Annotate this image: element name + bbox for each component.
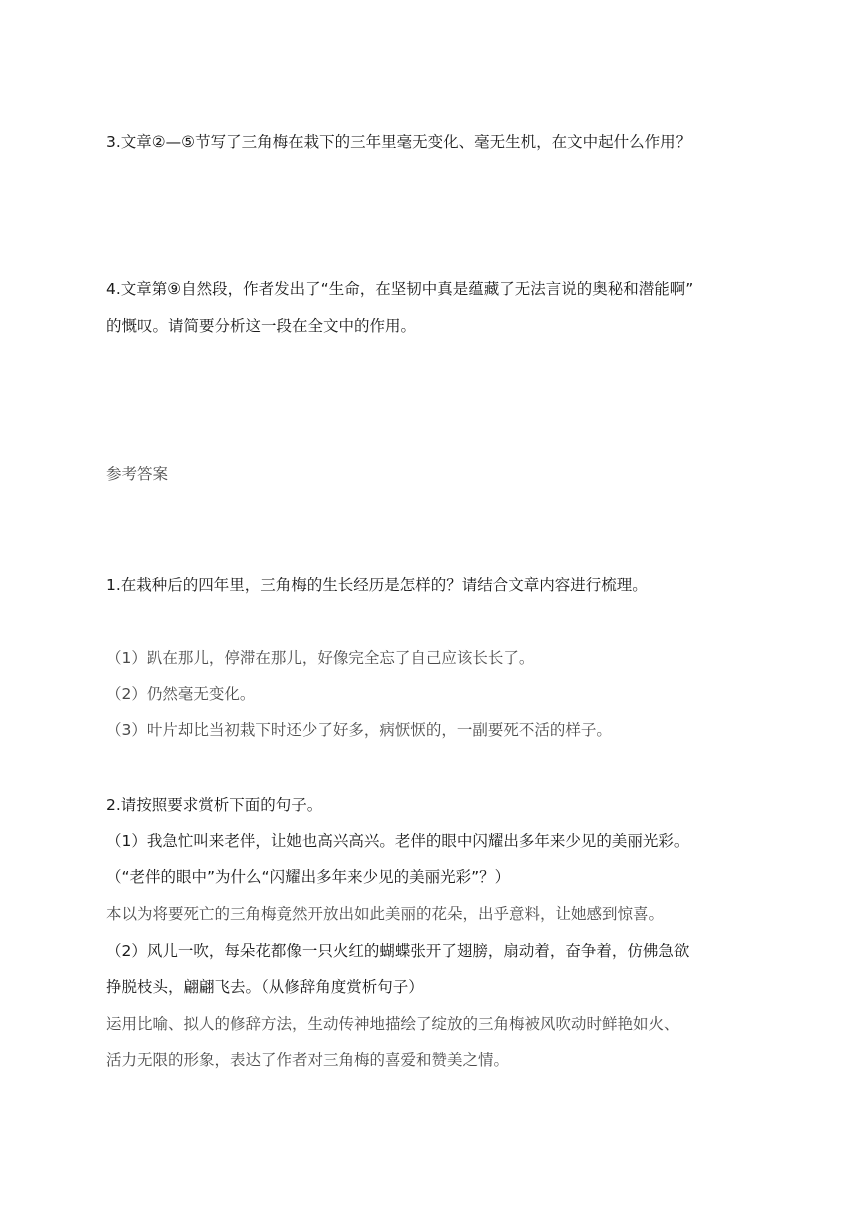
answer-2-part1-line1: （1）我急忙叫来老伴，让她也高兴高兴。老伴的眼中闪耀出多年来少见的美丽光彩。 <box>106 832 690 850</box>
question-4-text-line2: 的慨叹。请简要分析这一段在全文中的作用。 <box>106 317 417 335</box>
answer-2-part2-answer-line1: 运用比喻、拟人的修辞方法，生动传神地描绘了绽放的三角梅被风吹动时鲜艳如火、 <box>106 1015 680 1033</box>
answers-heading: 参考答案 <box>106 465 169 483</box>
answer-2-question: 2.请按照要求赏析下面的句子。 <box>106 796 323 814</box>
answer-2-part1-answer: 本以为将要死亡的三角梅竟然开放出如此美丽的花朵，出乎意料，让她感到惊喜。 <box>106 905 665 923</box>
question-3-text: 3.文章②—⑤节写了三角梅在栽下的三年里毫无变化、毫无生机，在文中起什么作用？ <box>106 133 692 151</box>
answer-1-item-1: （1）趴在那儿，停滞在那儿，好像完全忘了自己应该长长了。 <box>106 649 535 667</box>
answer-1-question: 1.在栽种后的四年里，三角梅的生长经历是怎样的？请结合文章内容进行梳理。 <box>106 576 648 594</box>
answer-2-part1-line2: （“老伴的眼中”为什么“闪耀出多年来少见的美丽光彩”？） <box>106 868 511 886</box>
question-4-text-line1: 4.文章第⑨自然段，作者发出了“生命，在坚韧中真是蕴藏了无法言说的奥秘和潜能啊” <box>106 280 694 298</box>
answer-1-item-3: （3）叶片却比当初栽下时还少了好多，病恹恹的，一副要死不活的样子。 <box>106 721 612 739</box>
answer-1-item-2: （2）仍然毫无变化。 <box>106 685 256 703</box>
answer-2-part2-line2: 挣脱枝头，翩翩飞去。（从修辞角度赏析句子） <box>106 978 424 996</box>
answer-2-part2-line1: （2）风儿一吹，每朵花都像一只火红的蝴蝶张开了翅膀，扇动着，奋争着，仿佛急欲 <box>106 942 690 960</box>
answer-2-part2-answer-line2: 活力无限的形象，表达了作者对三角梅的喜爱和赞美之情。 <box>106 1051 510 1069</box>
